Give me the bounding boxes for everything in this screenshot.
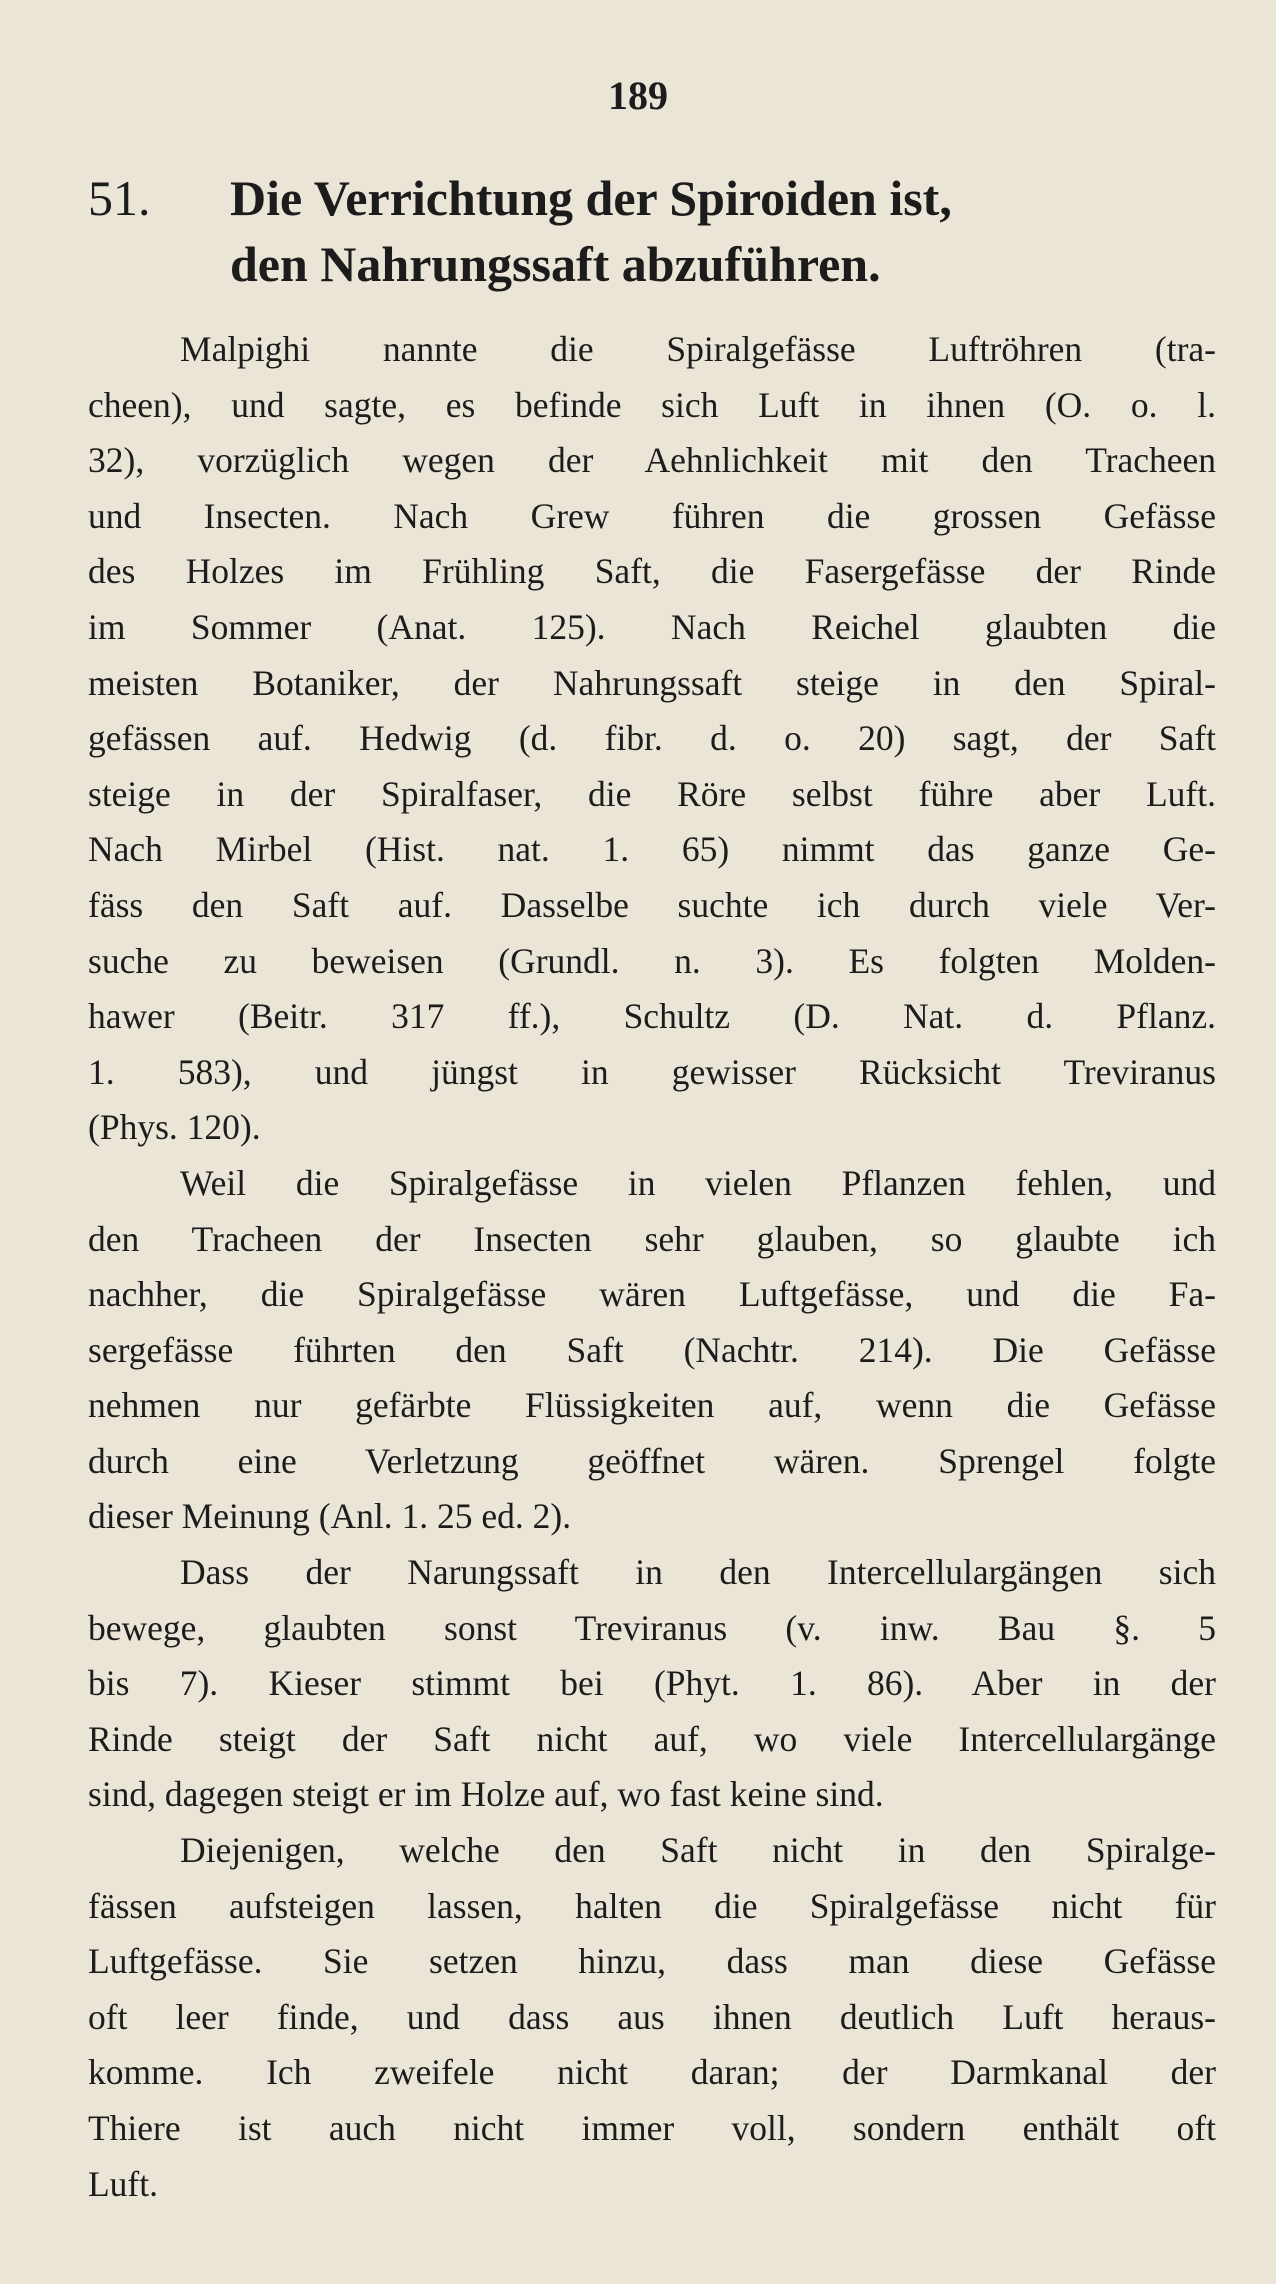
text-line: Luftgefässe. Sie setzen hinzu, dass man diese Gefässe (88, 1941, 1216, 1982)
paragraph (88, 1545, 1216, 1823)
text-line: (Phys. 120). (88, 1107, 261, 1148)
text-line: Luft. (88, 2163, 158, 2204)
text-line: cheen), und sagte, es befinde sich Luft in ihnen (O. o. l. (88, 384, 1216, 425)
text-line: oft leer finde, und dass aus ihnen deutlich Luft heraus- (88, 1996, 1216, 2037)
text-line: fäss den Saft auf. Dasselbe suchte ich durch viele Ver- (88, 884, 1216, 925)
text-line: Thiere ist auch nicht immer voll, sondern enthält oft (88, 2108, 1216, 2148)
text-line: 1. 583), und jüngst in gewisser Rücksicht Treviranus (88, 1051, 1216, 1092)
text-line: sind, dagegen steigt er im Holze auf, wo fast keine sind. (88, 1774, 884, 1815)
paragraph (88, 1156, 1216, 1545)
text-line: den Tracheen der Insecten sehr glauben, so glaubte ich (88, 1218, 1216, 1259)
text-line: des Holzes im Frühling Saft, die Fasergefässe der Rinde (88, 551, 1216, 592)
page-number: 189 (608, 73, 668, 118)
text-line: Weil die Spiralgefässe in vielen Pflanzen fehlen, und (180, 1162, 1216, 1203)
text-line: nehmen nur gefärbte Flüssigkeiten auf, wenn die Gefässe (88, 1385, 1216, 1426)
text-line: fässen aufsteigen lassen, halten die Spiralgefässe nicht für (88, 1885, 1216, 1926)
text-line: komme. Ich zweifele nicht daran; der Darmkanal der (88, 2052, 1216, 2093)
text-line: Nach Mirbel (Hist. nat. 1. 65) nimmt das ganze Ge- (88, 829, 1216, 870)
text-line: dieser Meinung (Anl. 1. 25 ed. 2). (88, 1496, 572, 1537)
text-line: sergefässe führten den Saft (Nachtr. 214). Die Gefässe (88, 1329, 1216, 1370)
text-line: suche zu beweisen (Grundl. n. 3). Es folgten Molden- (88, 940, 1216, 981)
section-number: 51. (88, 170, 151, 226)
body-text (88, 322, 1216, 2212)
paragraph (88, 1823, 1216, 2212)
text-line: steige in der Spiralfaser, die Röre selbst führe aber Luft. (88, 773, 1216, 814)
text-line: 32), vorzüglich wegen der Aehnlichkeit mit den Tracheen (88, 440, 1216, 481)
text-line: Malpighi nannte die Spiralgefässe Luftröhren (tra- (180, 329, 1216, 369)
text-line: bewege, glaubten sonst Treviranus (v. inw. Bau §. 5 (88, 1607, 1216, 1648)
text-line: bis 7). Kieser stimmt bei (Phyt. 1. 86). Aber in der (88, 1663, 1216, 1704)
text-line: Dass der Narungssaft in den Intercellulargängen sich (180, 1552, 1216, 1593)
heading-line-1 (88, 165, 1228, 231)
text-line: meisten Botaniker, der Nahrungssaft steige in den Spiral- (88, 662, 1216, 703)
text-line: durch eine Verletzung geöffnet wären. Sprengel folgte (88, 1440, 1216, 1481)
heading-line-2: den Nahrungssaft abzuführen. (230, 236, 881, 292)
text-line: Diejenigen, welche den Saft nicht in den Spiralge- (180, 1830, 1216, 1871)
text-line: Rinde steigt der Saft nicht auf, wo viele Intercellulargänge (88, 1718, 1216, 1759)
heading-text-1: Die Verrichtung der Spiroiden ist, (230, 170, 952, 226)
text-line: nachher, die Spiralgefässe wären Luftgefässe, und die Fa- (88, 1274, 1216, 1315)
text-line: hawer (Beitr. 317 ff.), Schultz (D. Nat. d. Pflanz. (88, 996, 1216, 1037)
section-heading (88, 165, 1228, 297)
text-line: gefässen auf. Hedwig (d. fibr. d. o. 20) sagt, der Saft (88, 718, 1216, 759)
paragraph (88, 322, 1216, 1156)
text-line: und Insecten. Nach Grew führen die grossen Gefässe (88, 495, 1216, 536)
text-line: im Sommer (Anat. 125). Nach Reichel glaubten die (88, 606, 1216, 647)
